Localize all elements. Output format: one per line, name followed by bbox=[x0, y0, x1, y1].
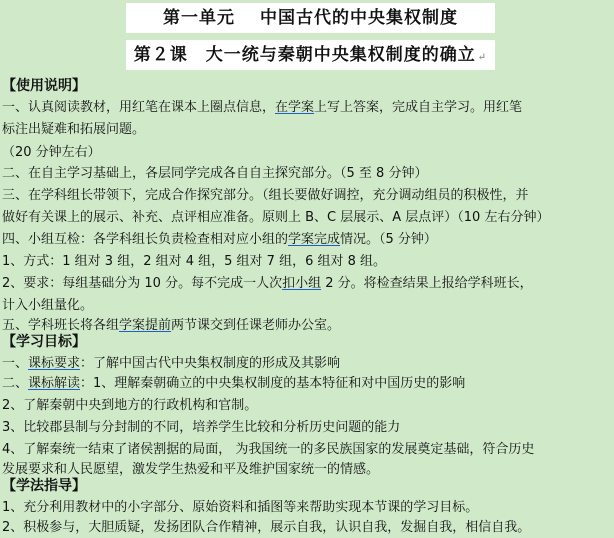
method-line-2: 2、积极参与，大胆质疑，发扬团队合作精神，展示自我，认识自我，发掘自我，相信自我。 bbox=[2, 520, 531, 535]
underlined-text: 在学案 bbox=[275, 100, 315, 115]
text-run: 2、要求：每组基础分为 10 分。每不完成一人次 bbox=[2, 276, 283, 291]
underlined-text: 扣小组 bbox=[282, 276, 322, 291]
underlined-text: 学案完成 bbox=[288, 232, 341, 247]
objectives-line-4: 3、比较郡县制与分封制的不同，培养学生比较和分析历史问题的能力 bbox=[2, 420, 401, 435]
objectives-line-5: 4、了解秦统一结束了诸侯割据的局面， 为我国统一的多民族国家的发展奠定基础，符合历史 bbox=[2, 442, 535, 457]
usage-line-6: 做好有关课上的展示、补充、点评相应准备。原则上 B、C 层展示、A 层点评）（10 左右分钟） bbox=[2, 210, 550, 225]
usage-heading: 【使用说明】 bbox=[2, 78, 86, 94]
text-run: 情况。（5 分钟） bbox=[340, 232, 437, 247]
method-line-1: 1、充分利用教材中的小字部分、原始资料和插图等来帮助实现本节课的学习目标。 bbox=[2, 500, 479, 515]
objectives-heading: 【学习目标】 bbox=[2, 334, 86, 350]
underlined-text: 课标解读 bbox=[28, 376, 81, 391]
text-run: 上写上答案，完成自主学习。用红笔 bbox=[314, 100, 523, 115]
usage-line-4: 二、在自主学习基础上，各层同学完成各自自主探究部分。（5 至 8 分钟） bbox=[2, 166, 428, 181]
objectives-line-6: 发展要求和人民愿望，激发学生热爱和平及维护国家统一的情感。 bbox=[2, 462, 380, 477]
text-run: 一、认真阅读教材，用红笔在课本上圈点信息， bbox=[2, 100, 276, 115]
text-run: 五、学科班长将各组 bbox=[2, 318, 120, 333]
lesson-title bbox=[126, 40, 495, 70]
method-heading: 【学法指导】 bbox=[2, 478, 86, 494]
usage-line-3: （20 分钟左右） bbox=[2, 145, 101, 160]
text-run: 四、小组互检：各学科组长负责检查相对应小组的 bbox=[2, 232, 289, 247]
objectives-line-1 bbox=[2, 354, 612, 374]
objectives-line-3: 2、了解秦朝中央到地方的行政机构和官制。 bbox=[2, 398, 258, 413]
usage-line-1 bbox=[2, 98, 612, 118]
unit-title: 第一单元 中国古代的中央集权制度 bbox=[126, 3, 495, 33]
usage-line-7 bbox=[2, 230, 612, 250]
usage-line-5: 三、在学科组长带领下，完成合作探究部分。（组长要做好调控，充分调动组员的积极性，并 bbox=[2, 188, 529, 203]
usage-line-2: 标注出疑难和拓展问题。 bbox=[2, 122, 146, 137]
text-run: 2 分。将检查结果上报给学科班长， bbox=[321, 276, 533, 291]
text-run: 一、 bbox=[2, 356, 29, 371]
lesson-title-text: 第２课 大一统与秦朝中央集权制度的确立 bbox=[133, 45, 476, 65]
text-run: 二、 bbox=[2, 376, 29, 391]
objectives-line-2 bbox=[2, 374, 612, 394]
usage-line-9 bbox=[2, 274, 612, 294]
text-run: 两节课交到任课老师办公室。 bbox=[171, 318, 341, 333]
underlined-text: 课标要求 bbox=[28, 356, 81, 371]
paragraph-mark-icon: ↵ bbox=[477, 52, 488, 63]
usage-line-8: 1、方式：1 组对 3 组，2 组对 4 组，5 组对 7 组，6 组对 8 组。 bbox=[2, 254, 387, 269]
usage-line-10: 计入小组量化。 bbox=[2, 298, 94, 313]
text-run: ：1、理解秦朝确立的中央集权制度的基本特征和对中国历史的影响 bbox=[80, 376, 466, 391]
underlined-text: 学案提前 bbox=[119, 318, 172, 333]
text-run: ：了解中国古代中央集权制度的形成及其影响 bbox=[80, 356, 341, 371]
